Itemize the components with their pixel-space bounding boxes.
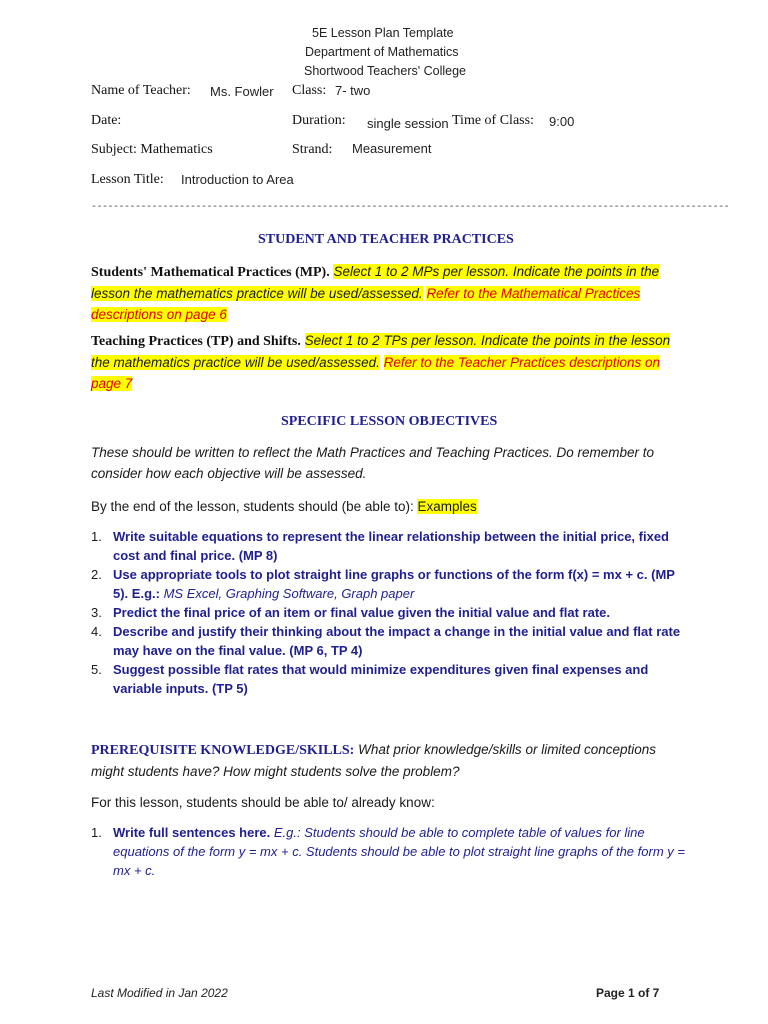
prerequisite-item	[91, 823, 691, 880]
teacher-label: Name of Teacher:	[91, 83, 191, 98]
footer-page-number: Page 1 of 7	[596, 986, 660, 1000]
objective-text: Describe and justify their thinking about the impact a change in the initial value and flat rate may have on the final value. (MP 6, TP 4)	[113, 624, 681, 658]
objective-text: Write suitable equations to represent the linear relationship between the initial price, fixed cost and final price. (MP 8)	[113, 529, 669, 563]
objective-text: Suggest possible flat rates that would minimize expenditures given final expenses and variable inputs. (TP 5)	[113, 662, 649, 696]
objective-item	[91, 565, 691, 603]
strand-value: Measurement	[352, 141, 432, 156]
objective-tools-example: MS Excel, Graphing Software, Graph paper	[163, 586, 415, 601]
time-label: Time of Class:	[452, 113, 534, 128]
objectives-lead-line	[91, 496, 681, 517]
objective-number: 1.	[91, 529, 102, 544]
duration-label: Duration:	[292, 113, 346, 128]
doc-header-title: 5E Lesson Plan Template	[312, 26, 454, 40]
objective-item	[91, 527, 691, 565]
tp-label: Teaching Practices (TP) and Shifts.	[91, 334, 301, 349]
objective-text: Use appropriate tools to plot straight line graphs or functions of the form f(x) = mx + c. (MP 5). E.g.:	[113, 567, 675, 601]
mp-paragraph	[91, 261, 681, 325]
subject-label: Subject: Mathematics	[91, 142, 213, 157]
lesson-title-label: Lesson Title:	[91, 172, 164, 187]
duration-value: single session	[367, 116, 449, 131]
mp-label: Students' Mathematical Practices (MP).	[91, 265, 330, 280]
examples-highlight: Examples	[417, 499, 477, 514]
date-label: Date:	[91, 113, 122, 128]
prerequisite-number: 1.	[91, 825, 102, 840]
strand-label: Strand:	[292, 142, 333, 157]
class-label: Class:	[292, 83, 327, 98]
objective-number: 3.	[91, 605, 102, 620]
objectives-intro: These should be written to reflect the Math Practices and Teaching Practices. Do remember to consider how each objective will be assessed.	[91, 445, 655, 481]
objective-text: Predict the final price of an item or final value given the initial value and flat rate.	[113, 605, 611, 620]
objectives-lead: By the end of the lesson, students should (be able to):	[91, 499, 414, 514]
prerequisite-item-text: Write full sentences here.	[113, 825, 271, 840]
tp-instruction: Select 1 to 2 TPs per lesson. Indicate the points in the lesson the mathematics practice will be used/assessed.	[91, 333, 671, 370]
prerequisite-lead: For this lesson, students should be able to/ already know:	[91, 795, 435, 810]
section-divider: --------------------------------------------------------------------------------------------------------------------	[91, 202, 730, 213]
prerequisite-paragraph	[91, 739, 681, 782]
doc-header-college: Shortwood Teachers' College	[304, 64, 466, 78]
objective-number: 5.	[91, 662, 102, 677]
practices-heading: STUDENT AND TEACHER PRACTICES	[258, 232, 514, 247]
objective-item	[91, 603, 691, 622]
prerequisite-item-example: E.g.: Students should be able to complete table of values for line equations of the form y = mx + c. Students should be able to plot straight line graphs of the form y = mx + c.	[113, 825, 685, 878]
objective-number: 4.	[91, 624, 102, 639]
mp-instruction: Select 1 to 2 MPs per lesson. Indicate the points in the lesson the mathematics practice will be used/assessed.	[91, 264, 660, 301]
objectives-heading: SPECIFIC LESSON OBJECTIVES	[281, 414, 498, 429]
objective-item	[91, 622, 691, 660]
teacher-value: Ms. Fowler	[210, 84, 274, 99]
objective-number: 2.	[91, 567, 102, 582]
prerequisite-list	[91, 823, 691, 880]
prerequisite-question: What prior knowledge/skills or limited conceptions might students have? How might students solve the problem?	[91, 742, 657, 779]
objectives-list	[91, 527, 691, 698]
footer-last-modified: Last Modified in Jan 2022	[91, 986, 228, 1000]
doc-header-department: Department of Mathematics	[305, 45, 459, 59]
tp-reference: Refer to the Teacher Practices descriptions on page 7	[91, 355, 661, 391]
mp-reference: Refer to the Mathematical Practices descriptions on page 6	[91, 286, 641, 322]
time-value: 9:00	[549, 114, 575, 129]
lesson-title-value: Introduction to Area	[181, 172, 294, 187]
objective-item	[91, 660, 691, 698]
prerequisite-heading: PREREQUISITE KNOWLEDGE/SKILLS:	[91, 743, 355, 758]
tp-paragraph	[91, 330, 681, 394]
class-value: 7- two	[335, 83, 371, 98]
